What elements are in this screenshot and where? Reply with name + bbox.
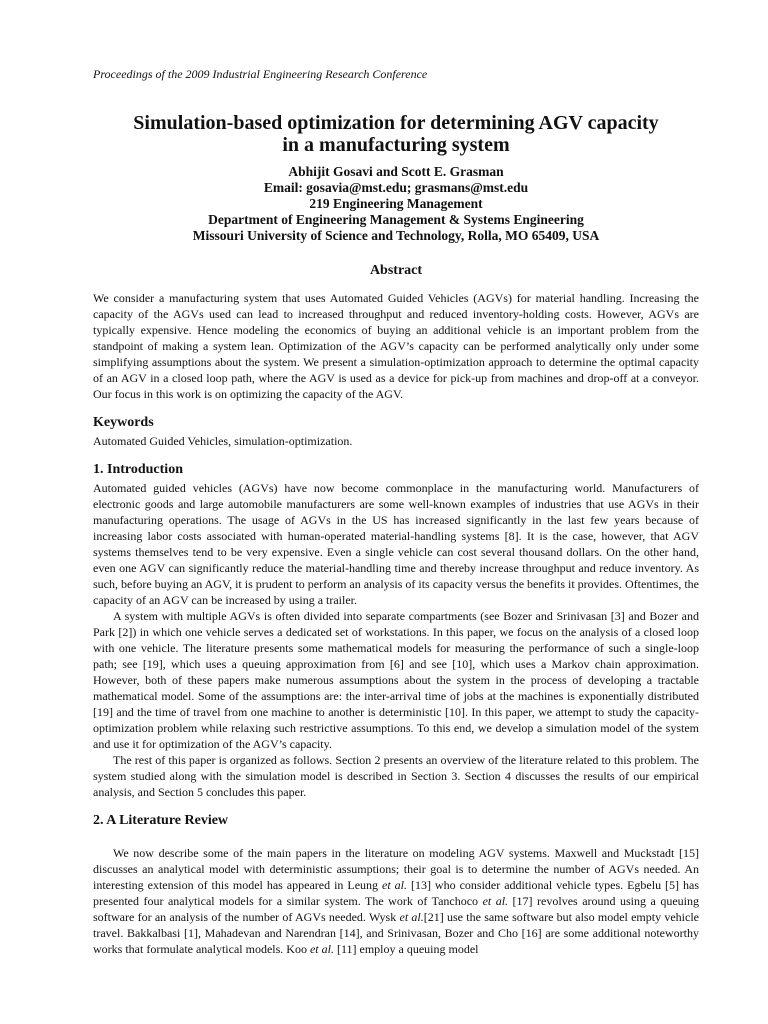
- abstract-text: We consider a manufacturing system that uses Automated Guided Vehicles (AGVs) for material handling. Increasing the capacity of the AGVs used can lead to increased throughput and reduced inventory-holding costs. However, AGVs are typically expensive. Hence modeling the economics of buying an additional vehicle is an important problem from the standpoint of making a system lean. Optimization of the AGV’s capacity can be performed analytically only under some simplifying assumptions about the system. We present a simulation-optimization approach to determine the optimal capacity of an AGV in a closed loop path, where the AGV is used as a device for pick-up from machines and drop-off at a conveyor. Our focus in this work is on optimizing the capacity of the AGV.: [93, 291, 699, 401]
- lit-text-4: [21] use the same software but also model empty vehicle travel. Bakkalbasi [1], Mahadevan and Narendran [14], and Srinivasan, Bozer and Cho [16] are some additional noteworthy works that formulate analytical models. Koo: [93, 910, 700, 956]
- lit-text-2: [13] who consider additional vehicle types. Egbelu [5] has presented four analytical models for a similar system. The work of Tanchoco: [93, 878, 700, 908]
- author-address: 219 Engineering Management: [309, 196, 483, 211]
- keywords-heading: Keywords: [93, 415, 154, 430]
- author-university: Missouri University of Science and Technology, Rolla, MO 65409, USA: [192, 228, 600, 243]
- author-names: Abhijit Gosavi and Scott E. Grasman: [288, 164, 504, 179]
- lit-etal-1: et al.: [382, 878, 407, 892]
- lit-etal-4: et al.: [309, 942, 334, 956]
- keywords-text: Automated Guided Vehicles, simulation-optimization.: [93, 434, 353, 448]
- lit-text-1: We now describe some of the main papers in the literature on modeling AGV systems. Maxwell and Muckstadt [15] discusses an analytical model with deterministic assumptions; their goal is to determine the number of AGVs needed. An interesting extension of this model has appeared in Leung: [93, 846, 699, 892]
- lit-text-5: [11] employ a queuing model: [333, 942, 479, 956]
- literature-review-heading: 2. A Literature Review: [93, 813, 229, 828]
- author-department: Department of Engineering Management & Systems Engineering: [208, 212, 584, 227]
- lit-etal-2: et al.: [482, 894, 509, 908]
- abstract-heading: Abstract: [369, 263, 423, 278]
- title-line-1: Simulation-based optimization for determining AGV capacity: [133, 112, 659, 134]
- introduction-paragraph-3: The rest of this paper is organized as follows. Section 2 presents an overview of the literature related to this problem. The system studied along with the simulation model is described in Section 3. Section 4 discusses the results of our empirical analysis, and Section 5 concludes this paper.: [93, 753, 699, 799]
- introduction-paragraph-2: A system with multiple AGVs is often divided into separate compartments (see Bozer and Srinivasan [3] and Bozer and Park [2]) in which one vehicle serves a dedicated set of workstations. In this paper, we focus on the analysis of a closed loop with one vehicle. The literature presents some mathematical models for measuring the performance of such a single-loop path; see [19], which uses a queuing approximation from [6] and see [10], which uses a Markov chain approximation. However, both of these papers make numerous assumptions about the system in the process of developing a tractable mathematical model. Some of the assumptions are: the inter-arrival time of jobs at the machines is exponentially distributed [19] and the time of travel from one machine to another is deterministic [10]. In this paper, we attempt to study the capacity-optimization problem while relaxing such restrictive assumptions. To this end, we develop a simulation model of the system and use it for optimization of the AGV’s capacity.: [93, 609, 699, 751]
- lit-text-3: [17] revolves around using a queuing software for an analysis of the number of AGVs needed. Wysk: [93, 894, 699, 924]
- introduction-heading: 1. Introduction: [93, 462, 183, 477]
- author-email: Email: gosavia@mst.edu; grasmans@mst.edu: [263, 180, 529, 195]
- conference-header: Proceedings of the 2009 Industrial Engineering Research Conference: [93, 67, 428, 81]
- introduction-paragraph-1: Automated guided vehicles (AGVs) have now become commonplace in the manufacturing world. Manufacturers of electronic goods and large automobile manufacturers are some well-known examples of industries that use AGVs in their manufacturing operations. The usage of AGVs in the US has increased significantly in the last few years because of increasing labor costs associated with human-operated material-handling systems [8]. It is the case, however, that AGV systems themselves tend to be very expensive. Even a single vehicle can cost several thousand dollars. On the other hand, even one AGV can significantly reduce the material-handling time and thereby increase throughput and reduce inventory. As such, before buying an AGV, it is prudent to perform an analysis of its capacity versus the benefits it provides. Oftentimes, the capacity of an AGV can be increased by using a trailer.: [93, 481, 699, 607]
- lit-etal-3: et al.: [399, 910, 424, 924]
- title-line-2: in a manufacturing system: [282, 134, 510, 156]
- literature-review-paragraph: [93, 845, 699, 957]
- author-block: [93, 164, 699, 244]
- paper-title: [93, 112, 699, 156]
